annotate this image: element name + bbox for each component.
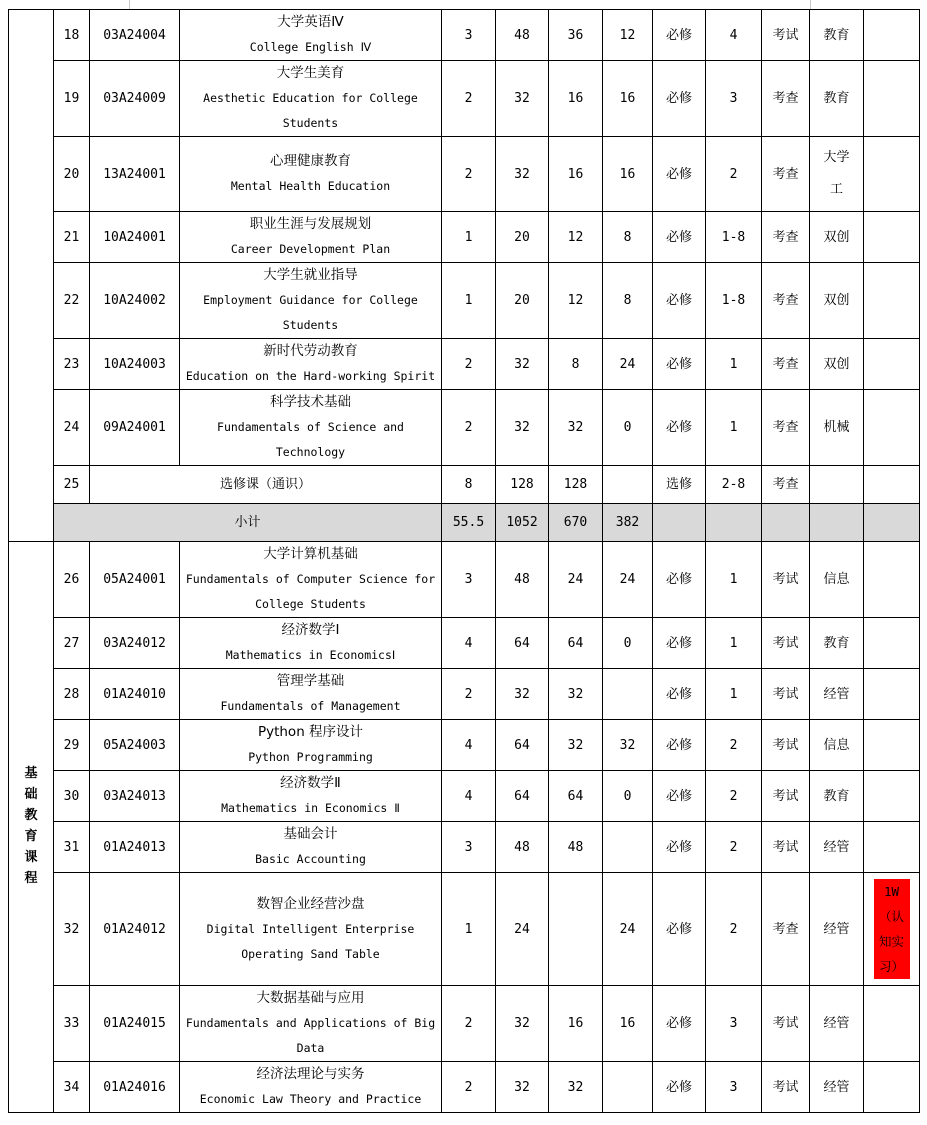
course-hours: 48: [496, 10, 549, 61]
section-title: 基础教育课程: [24, 766, 38, 886]
elective-theory: 128: [549, 466, 603, 504]
course-code: 01A24013: [90, 822, 180, 873]
course-hours: 48: [496, 542, 549, 618]
course-semester: 2: [706, 137, 762, 212]
course-name-cn: 大学生美育: [276, 65, 345, 81]
course-credit: 1: [442, 263, 496, 339]
course-dept: 信息: [810, 720, 864, 771]
course-practice: 32: [603, 720, 653, 771]
course-name-en: Fundamentals of Science and Technology: [217, 420, 404, 459]
subtotal-label: 小计: [54, 504, 442, 542]
course-theory: 16: [549, 61, 603, 137]
elective-hours: 128: [496, 466, 549, 504]
course-number: 23: [54, 339, 90, 390]
table-row-subtotal: [9, 504, 920, 542]
course-name: [180, 771, 442, 822]
course-code: 10A24003: [90, 339, 180, 390]
course-note: [864, 822, 920, 873]
course-dept: 教育: [810, 61, 864, 137]
course-name-en: Python Programming: [248, 750, 373, 764]
course-semester: 4: [706, 10, 762, 61]
course-dept: [810, 137, 864, 212]
course-theory: 8: [549, 339, 603, 390]
course-code: 03A24013: [90, 771, 180, 822]
table-row: [9, 390, 920, 466]
course-number: 19: [54, 61, 90, 137]
course-hours: 64: [496, 720, 549, 771]
course-number: 22: [54, 263, 90, 339]
subtotal-hours: 1052: [496, 504, 549, 542]
course-name-en: Education on the Hard-working Spirit: [185, 369, 436, 383]
curriculum-table: [8, 9, 920, 1113]
elective-note: [864, 466, 920, 504]
course-assess: 考试: [762, 618, 810, 669]
course-theory: 64: [549, 618, 603, 669]
subtotal-empty: [762, 504, 810, 542]
course-type: 必修: [653, 669, 706, 720]
course-code: 13A24001: [90, 137, 180, 212]
course-hours: 32: [496, 339, 549, 390]
course-name-en: Fundamentals of Computer Science for College Students: [185, 572, 436, 611]
section-cell-foundation: [9, 542, 54, 1113]
elective-credit: 8: [442, 466, 496, 504]
subtotal-credit: 55.5: [442, 504, 496, 542]
course-assess: 考试: [762, 720, 810, 771]
course-theory: 32: [549, 720, 603, 771]
course-type: 必修: [653, 61, 706, 137]
course-hours: 32: [496, 986, 549, 1062]
course-name-en: Basic Accounting: [255, 852, 366, 866]
course-credit: 2: [442, 339, 496, 390]
course-name-en: Fundamentals of Management: [220, 699, 401, 713]
course-practice: 16: [603, 137, 653, 212]
course-assess: 考试: [762, 822, 810, 873]
course-practice: 0: [603, 390, 653, 466]
course-type: 必修: [653, 390, 706, 466]
course-name: [180, 720, 442, 771]
table-row: [9, 137, 920, 212]
course-practice: 0: [603, 618, 653, 669]
course-hours: 24: [496, 873, 549, 986]
course-practice: 0: [603, 771, 653, 822]
course-name-cn: 科学技术基础: [270, 394, 351, 410]
course-hours: 32: [496, 61, 549, 137]
course-semester: 1: [706, 390, 762, 466]
course-note: [864, 669, 920, 720]
course-number: 30: [54, 771, 90, 822]
course-hours: 48: [496, 822, 549, 873]
course-semester: 1: [706, 669, 762, 720]
table-row: [9, 10, 920, 61]
course-note: [864, 339, 920, 390]
course-assess: 考试: [762, 10, 810, 61]
course-dept: 双创: [810, 339, 864, 390]
table-row: [9, 542, 920, 618]
course-note: [864, 542, 920, 618]
course-practice: 24: [603, 873, 653, 986]
course-note: [864, 263, 920, 339]
course-note: [864, 618, 920, 669]
course-credit: 2: [442, 61, 496, 137]
course-assess: 考查: [762, 212, 810, 263]
course-number: 20: [54, 137, 90, 212]
course-dept: 教育: [810, 771, 864, 822]
course-name-cn: 心理健康教育: [270, 153, 351, 169]
subtotal-empty: [706, 504, 762, 542]
table-row: [9, 618, 920, 669]
course-name-cn: 基础会计: [283, 826, 338, 842]
course-assess: 考试: [762, 771, 810, 822]
course-number: 24: [54, 390, 90, 466]
elective-assess: 考查: [762, 466, 810, 504]
course-code: 01A24016: [90, 1062, 180, 1113]
course-assess: 考试: [762, 542, 810, 618]
course-name: [180, 263, 442, 339]
course-theory: 12: [549, 212, 603, 263]
course-dept: 经管: [810, 822, 864, 873]
course-dept: 经管: [810, 986, 864, 1062]
course-number: 32: [54, 873, 90, 986]
course-name-en: College English Ⅳ: [249, 40, 372, 54]
course-semester: 3: [706, 986, 762, 1062]
course-number: 21: [54, 212, 90, 263]
course-number: 28: [54, 669, 90, 720]
course-name-cn: 职业生涯与发展规划: [249, 216, 372, 232]
course-code: 10A24002: [90, 263, 180, 339]
course-note: [864, 1062, 920, 1113]
course-type: 必修: [653, 339, 706, 390]
table-row: [9, 873, 920, 986]
table-row: [9, 339, 920, 390]
course-semester: 2: [706, 771, 762, 822]
course-type: 必修: [653, 1062, 706, 1113]
course-number: 25: [54, 466, 90, 504]
course-code: 05A24001: [90, 542, 180, 618]
course-semester: 1: [706, 618, 762, 669]
course-theory: 64: [549, 771, 603, 822]
course-name-cn: 大数据基础与应用: [256, 990, 365, 1006]
course-semester: 2: [706, 720, 762, 771]
course-hours: 32: [496, 669, 549, 720]
course-code: 10A24001: [90, 212, 180, 263]
subtotal-empty: [653, 504, 706, 542]
course-type: 必修: [653, 771, 706, 822]
course-credit: 2: [442, 390, 496, 466]
course-credit: 3: [442, 542, 496, 618]
course-semester: 1: [706, 339, 762, 390]
course-code: 03A24009: [90, 61, 180, 137]
course-name-cn: 新时代劳动教育: [263, 343, 358, 359]
table-row-elective: [9, 466, 920, 504]
course-name: [180, 1062, 442, 1113]
course-assess: 考查: [762, 137, 810, 212]
curriculum-table-body: [9, 10, 920, 1113]
course-hours: 32: [496, 137, 549, 212]
course-type: 必修: [653, 720, 706, 771]
course-credit: 2: [442, 137, 496, 212]
course-dept: 经管: [810, 873, 864, 986]
table-row: [9, 986, 920, 1062]
course-name: [180, 873, 442, 986]
course-note: [864, 390, 920, 466]
course-number: 27: [54, 618, 90, 669]
subtotal-empty: [864, 504, 920, 542]
course-assess: 考试: [762, 1062, 810, 1113]
course-number: 33: [54, 986, 90, 1062]
course-credit: 2: [442, 669, 496, 720]
course-practice: 16: [603, 986, 653, 1062]
course-theory: 48: [549, 822, 603, 873]
course-semester: 2: [706, 873, 762, 986]
course-hours: 20: [496, 263, 549, 339]
subtotal-empty: [810, 504, 864, 542]
course-note: [864, 771, 920, 822]
course-practice: [603, 1062, 653, 1113]
course-assess: 考查: [762, 339, 810, 390]
course-note: [864, 212, 920, 263]
course-number: 26: [54, 542, 90, 618]
course-dept: 经管: [810, 1062, 864, 1113]
course-name: [180, 212, 442, 263]
table-row: [9, 669, 920, 720]
course-note: [864, 61, 920, 137]
course-assess: 考试: [762, 669, 810, 720]
course-dept: 教育: [810, 618, 864, 669]
course-name-cn: 数智企业经营沙盘: [256, 895, 365, 912]
course-name-en: Mental Health Education: [230, 179, 391, 193]
course-type: 必修: [653, 137, 706, 212]
course-dept: 信息: [810, 542, 864, 618]
course-assess: 考查: [762, 873, 810, 986]
course-type: 必修: [653, 986, 706, 1062]
course-theory: 32: [549, 669, 603, 720]
course-name: [180, 137, 442, 212]
course-hours: 32: [496, 390, 549, 466]
course-name-en: Employment Guidance for College Students: [203, 293, 418, 332]
course-credit: 3: [442, 10, 496, 61]
course-practice: 8: [603, 263, 653, 339]
course-theory: 32: [549, 390, 603, 466]
course-name-en: Digital Intelligent Enterprise Operating Sand Table: [206, 921, 415, 961]
course-theory: 36: [549, 10, 603, 61]
course-note: [864, 10, 920, 61]
course-name-en: Economic Law Theory and Practice: [199, 1092, 422, 1106]
table-row: [9, 61, 920, 137]
subtotal-practice: 382: [603, 504, 653, 542]
course-credit: 4: [442, 771, 496, 822]
course-theory: 16: [549, 986, 603, 1062]
course-type: 必修: [653, 873, 706, 986]
course-semester: 1-8: [706, 212, 762, 263]
course-code: 03A24012: [90, 618, 180, 669]
elective-name: 选修课（通识）: [90, 466, 442, 504]
course-code: 03A24004: [90, 10, 180, 61]
elective-practice: [603, 466, 653, 504]
course-practice: 8: [603, 212, 653, 263]
course-credit: 1: [442, 212, 496, 263]
course-code: 01A24012: [90, 873, 180, 986]
elective-semester: 2-8: [706, 466, 762, 504]
course-type: 必修: [653, 618, 706, 669]
course-name: [180, 986, 442, 1062]
course-dept: 经管: [810, 669, 864, 720]
course-name-cn: 大学生就业指导: [263, 267, 358, 283]
table-row: [9, 212, 920, 263]
course-name: [180, 618, 442, 669]
course-type: 必修: [653, 822, 706, 873]
course-name: [180, 669, 442, 720]
table-row: [9, 1062, 920, 1113]
course-name-en: Fundamentals and Applications of Big Data: [185, 1016, 436, 1055]
course-theory: 32: [549, 1062, 603, 1113]
course-semester: 3: [706, 1062, 762, 1113]
course-name: [180, 542, 442, 618]
table-row: [9, 720, 920, 771]
course-number: 18: [54, 10, 90, 61]
course-number: 29: [54, 720, 90, 771]
course-code: 05A24003: [90, 720, 180, 771]
table-row: [9, 822, 920, 873]
course-credit: 2: [442, 986, 496, 1062]
course-name: [180, 390, 442, 466]
course-name: [180, 339, 442, 390]
course-note: [864, 137, 920, 212]
course-credit: 4: [442, 720, 496, 771]
course-name-cn: 管理学基础: [276, 673, 345, 689]
course-practice: [603, 669, 653, 720]
course-name: [180, 822, 442, 873]
course-assess: 考查: [762, 61, 810, 137]
course-code: 09A24001: [90, 390, 180, 466]
course-name-cn: 经济法理论与实务: [256, 1066, 365, 1082]
course-credit: 4: [442, 618, 496, 669]
course-hours: 20: [496, 212, 549, 263]
course-dept: 教育: [810, 10, 864, 61]
course-hours: 32: [496, 1062, 549, 1113]
course-code: 01A24010: [90, 669, 180, 720]
subtotal-theory: 670: [549, 504, 603, 542]
course-semester: 1-8: [706, 263, 762, 339]
course-name-cn: Python 程序设计: [257, 724, 364, 740]
course-semester: 1: [706, 542, 762, 618]
course-assess: 考查: [762, 390, 810, 466]
course-name-en: Career Development Plan: [230, 242, 391, 256]
course-practice: 24: [603, 339, 653, 390]
course-name: [180, 61, 442, 137]
table-row: [9, 771, 920, 822]
course-number: 31: [54, 822, 90, 873]
course-hours: 64: [496, 771, 549, 822]
course-assess: 考试: [762, 986, 810, 1062]
course-assess: 考查: [762, 263, 810, 339]
course-name: [180, 10, 442, 61]
course-dept: 双创: [810, 212, 864, 263]
course-theory: 12: [549, 263, 603, 339]
course-practice: 12: [603, 10, 653, 61]
course-note: [864, 720, 920, 771]
course-theory: [549, 873, 603, 986]
course-semester: 2: [706, 822, 762, 873]
course-name-en: Mathematics in EconomicsⅠ: [225, 648, 396, 662]
course-note: [864, 873, 920, 986]
course-type: 必修: [653, 263, 706, 339]
page-edge-mark: [810, 0, 811, 9]
section-cell-general: [9, 10, 54, 542]
course-theory: 24: [549, 542, 603, 618]
course-credit: 1: [442, 873, 496, 986]
course-credit: 3: [442, 822, 496, 873]
course-name-en: Mathematics in Economics Ⅱ: [221, 801, 400, 815]
course-theory: 16: [549, 137, 603, 212]
course-practice: 24: [603, 542, 653, 618]
page-edge-mark: [129, 0, 130, 9]
course-name-cn: 经济数学Ⅱ: [280, 775, 341, 791]
elective-type: 选修: [653, 466, 706, 504]
course-name-cn: 经济数学Ⅰ: [281, 622, 340, 638]
course-code: 01A24015: [90, 986, 180, 1062]
course-name-en: Aesthetic Education for College Students: [203, 91, 418, 130]
course-semester: 3: [706, 61, 762, 137]
course-dept: 机械: [810, 390, 864, 466]
course-name-cn: 大学英语Ⅳ: [277, 14, 344, 30]
course-practice: [603, 822, 653, 873]
course-type: 必修: [653, 212, 706, 263]
course-number: 34: [54, 1062, 90, 1113]
course-note: [864, 986, 920, 1062]
course-credit: 2: [442, 1062, 496, 1113]
course-hours: 64: [496, 618, 549, 669]
course-practice: 16: [603, 61, 653, 137]
dept-label: 大学工: [823, 150, 850, 197]
course-type: 必修: [653, 542, 706, 618]
course-name-cn: 大学计算机基础: [263, 546, 358, 562]
table-row: [9, 263, 920, 339]
course-type: 必修: [653, 10, 706, 61]
elective-dept: [810, 466, 864, 504]
note-badge: 1W（认知实习）: [874, 879, 910, 979]
course-dept: 双创: [810, 263, 864, 339]
